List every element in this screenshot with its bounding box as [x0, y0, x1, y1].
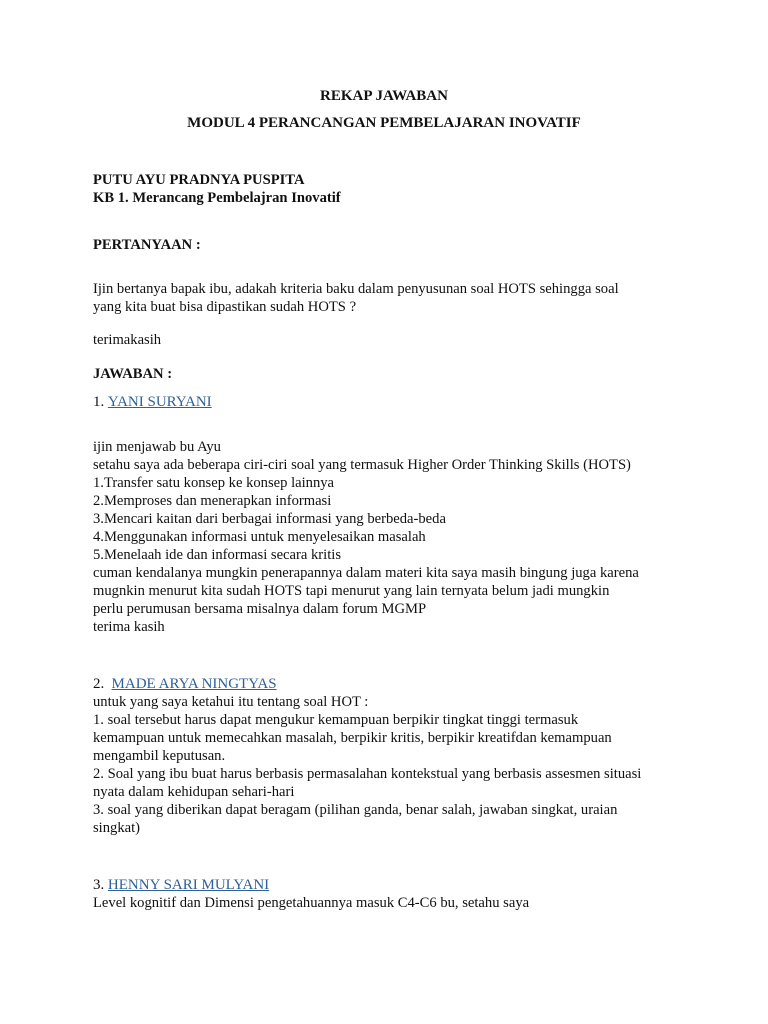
answer-line: 3.Mencari kaitan dari berbagai informasi yang berbeda-beda — [93, 511, 446, 527]
answer-line: kemampuan untuk memecahkan masalah, berpikir kritis, berpikir kreatifdan kemampuan — [93, 730, 612, 746]
answer-author-link-made-arya-ningtyas[interactable]: MADE ARYA NINGTYAS — [111, 676, 277, 692]
answer-line: perlu perumusan bersama misalnya dalam forum MGMP — [93, 601, 427, 617]
answer-line: mengambil keputusan. — [93, 748, 226, 764]
author-name: PUTU AYU PRADNYA PUSPITA — [93, 172, 305, 188]
answers-heading: JAWABAN : — [93, 366, 173, 382]
answer-line: 2.Memproses dan menerapkan informasi — [93, 493, 332, 509]
answer-1-header — [93, 393, 693, 411]
question-text — [93, 280, 693, 316]
answer-line: 1.Transfer satu konsep ke konsep lainnya — [93, 475, 335, 491]
answer-2-header — [93, 675, 693, 693]
answer-3-body — [93, 894, 693, 912]
answer-line: 2. Soal yang ibu buat harus berbasis permasalahan kontekstual yang berbasis assesmen situasi — [93, 766, 642, 782]
author-section — [93, 171, 693, 207]
answer-line: untuk yang saya ketahui itu tentang soal HOT : — [93, 694, 369, 710]
answer-author-link-henny-sari-mulyani[interactable]: HENNY SARI MULYANI — [107, 877, 270, 893]
question-heading: PERTANYAAN : — [93, 237, 201, 253]
answer-line: singkat) — [93, 820, 141, 836]
question-line: Ijin bertanya bapak ibu, adakah kriteria baku dalam penyusunan soal HOTS sehingga soal — [93, 281, 619, 297]
answer-number: 3. — [93, 877, 105, 893]
kb-title: KB 1. Merancang Pembelajran Inovatif — [93, 190, 341, 206]
answer-line: 3. soal yang diberikan dapat beragam (pilihan ganda, benar salah, jawaban singkat, uraian — [93, 802, 618, 818]
document-subtitle: MODUL 4 PERANCANGAN PEMBELAJARAN INOVATIF — [187, 115, 581, 131]
answer-2-body — [93, 693, 693, 837]
document-title: REKAP JAWABAN — [320, 88, 448, 104]
question-thanks: terimakasih — [93, 332, 162, 348]
answer-line: mugnkin menurut kita sudah HOTS tapi menurut yang lain ternyata belum jadi mungkin — [93, 583, 610, 599]
answer-line: 4.Menggunakan informasi untuk menyelesaikan masalah — [93, 529, 426, 545]
answer-line: Level kognitif dan Dimensi pengetahuannya masuk C4-C6 bu, setahu saya — [93, 895, 530, 911]
answer-line: 1. soal tersebut harus dapat mengukur kemampuan berpikir tingkat tinggi termasuk — [93, 712, 579, 728]
answer-number: 1. — [93, 394, 105, 410]
answer-line: cuman kendalanya mungkin penerapannya dalam materi kita saya masih bingung juga karena — [93, 565, 639, 581]
answer-line: ijin menjawab bu Ayu — [93, 439, 221, 455]
question-line: yang kita buat bisa dipastikan sudah HOTS ? — [93, 299, 357, 315]
answer-line: setahu saya ada beberapa ciri-ciri soal yang termasuk Higher Order Thinking Skills (HOTS) — [93, 457, 631, 473]
answer-number: 2. — [93, 676, 105, 692]
answer-1-body — [93, 438, 693, 636]
answer-line: terima kasih — [93, 619, 165, 635]
answer-line: 5.Menelaah ide dan informasi secara kritis — [93, 547, 342, 563]
answer-line: nyata dalam kehidupan sehari-hari — [93, 784, 295, 800]
answer-3-header — [93, 876, 693, 894]
answer-author-link-yani-suryani[interactable]: YANI SURYANI — [107, 394, 212, 410]
